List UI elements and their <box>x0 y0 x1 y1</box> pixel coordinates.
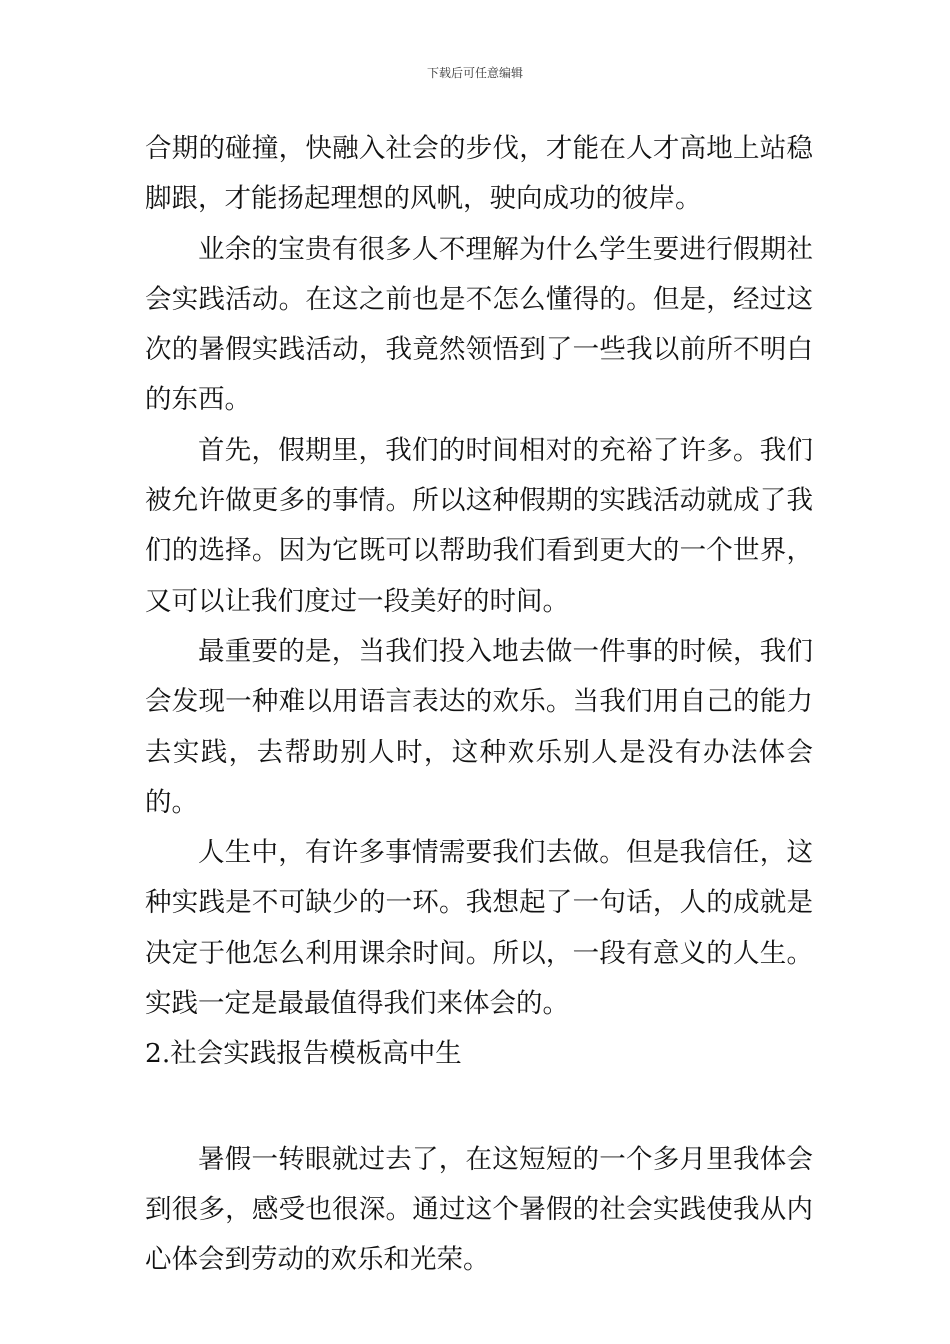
paragraph: 业余的宝贵有很多人不理解为什么学生要进行假期社会实践活动。在这之前也是不怎么懂得的。但是，经过这次的暑假实践活动，我竟然领悟到了一些我以前所不明白的东西。 <box>145 233 813 416</box>
section-spacer <box>145 1080 813 1135</box>
header-note: 下载后可任意编辑 <box>426 66 523 80</box>
paragraph: 暑假一转眼就过去了，在这短短的一个多月里我体会到很多，感受也很深。通过这个暑假的社会实践使我从内心体会到劳动的欢乐和光荣。 <box>145 1143 813 1276</box>
paragraph: 人生中，有许多事情需要我们去做。但是我信任，这种实践是不可缺少的一环。我想起了一句话，人的成就是决定于他怎么利用课余时间。所以，一段有意义的人生。实践一定是最最值得我们来体会的。 <box>145 837 813 1020</box>
section-heading: 2.社会实践报告模板高中生 <box>145 1038 462 1070</box>
document-body <box>145 124 813 1286</box>
paragraph: 首先，假期里，我们的时间相对的充裕了许多。我们被允许做更多的事情。所以这种假期的实践活动就成了我们的选择。因为它既可以帮助我们看到更大的一个世界，又可以让我们度过一段美好的时间。 <box>145 434 813 617</box>
paragraph: 最重要的是，当我们投入地去做一件事的时候，我们会发现一种难以用语言表达的欢乐。当我们用自己的能力去实践，去帮助别人时，这种欢乐别人是没有办法体会的。 <box>145 635 813 818</box>
paragraph-continuation: 合期的碰撞，快融入社会的步伐，才能在人才高地上站稳脚跟，才能扬起理想的风帆，驶向成功的彼岸。 <box>145 133 813 215</box>
